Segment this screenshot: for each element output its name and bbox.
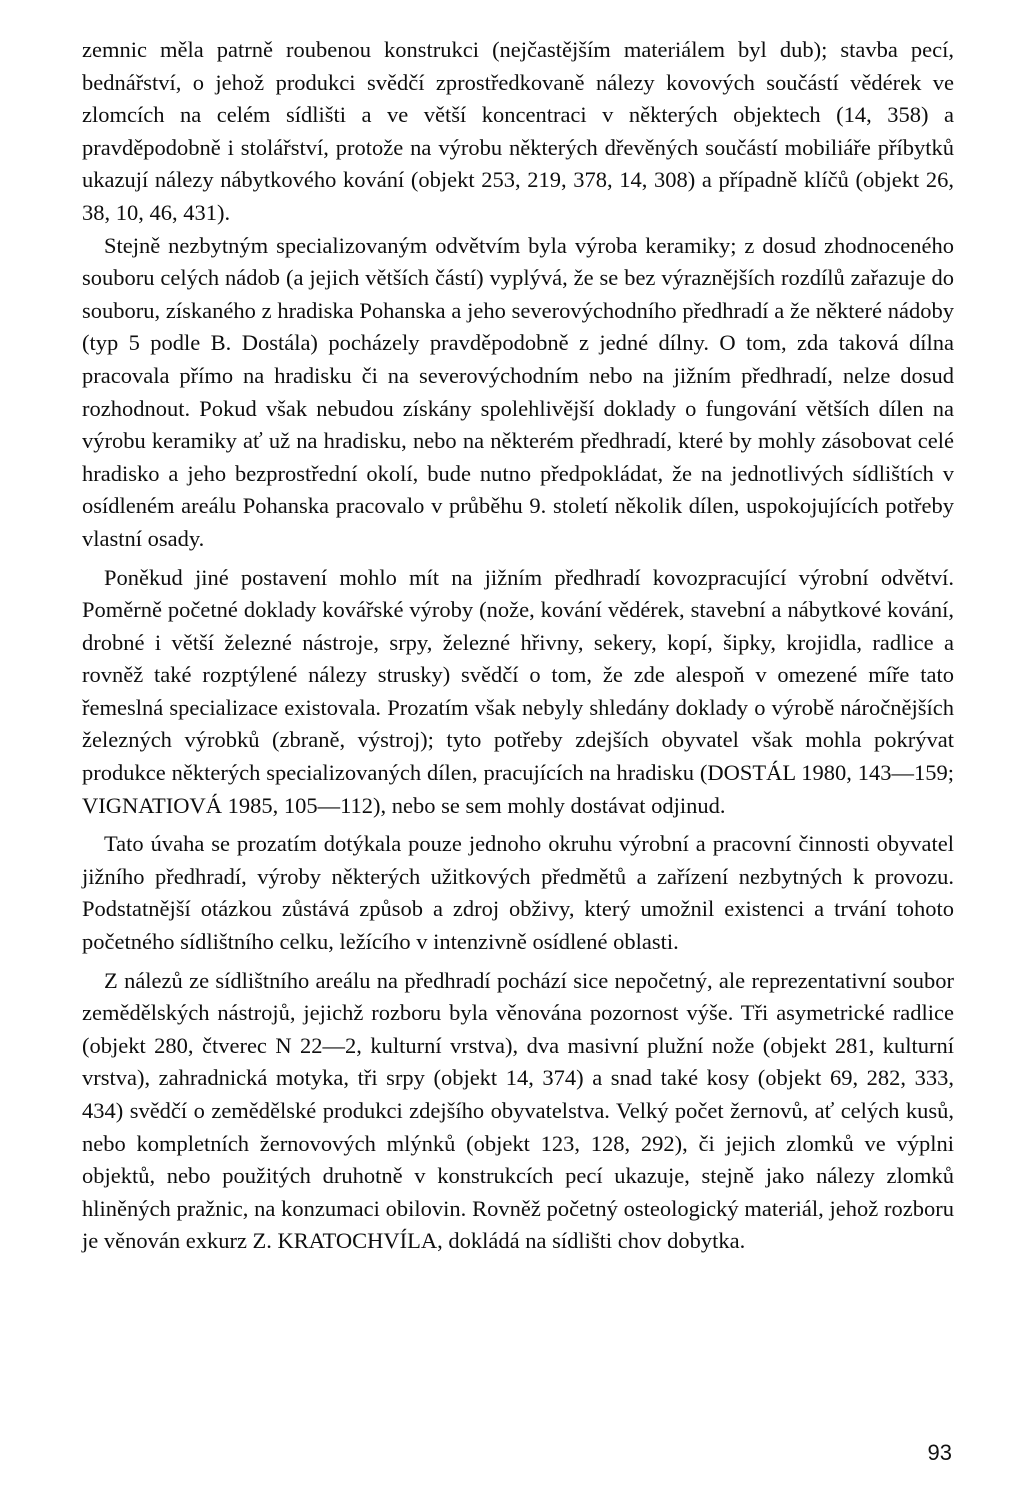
paragraph-agriculture: Z nálezů ze sídlištního areálu na předhradí pochází sice nepočetný, ale reprezentativní soubor zemědělských nástrojů, jejichž rozboru byla věnována pozornost výše. Tři asymetrické radlice (objekt 280, čtverec N 22—2, kulturní vrstva), dva masivní plužní nože (objekt 281, kulturní vrstva), zahradnická motyka, tři srpy (objekt 14, 374) a snad také kosy (objekt 69, 282, 333, 434) svědčí o zemědělské produkci zdejšího obyvatelstva. Velký počet žernovů, ať celých kusů, nebo kompletních žernovových mlýnků (objekt 123, 128, 292), či jejich zlomků ve výplni objektů, nebo použitých druhotně v konstrukcích pecí ukazuje, stejně jako nálezy zlomků hliněných pražnic, na konzumaci obilovin. Rovněž početný osteologický materiál, jehož rozboru je věnován exkurz Z. KRATOCHVÍLA, dokládá na sídlišti chov dobytka. (82, 967, 954, 1254)
page-number: 93 (927, 1440, 952, 1465)
paragraph-metalwork: Poněkud jiné postavení mohlo mít na jižním předhradí kovozpracující výrobní odvětví. Poměrně početné doklady kovářské výroby (nože, kování vědérek, stavební a nábytkové kování, drobné i větší železné nástroje, srpy, železné hřivny, sekery, kopí, šipky, krojidla, radlice a rovněž také rozptýlené nálezy strusky) svědčí o tom, že zde alespoň v omezené míře tato řemeslná specializace existovala. Prozatím však nebyly shledány doklady o výrobě náročnějších železných výrobků (zbraně, výstroj); tyto potřeby zdejších obyvatel však mohla pokrývat produkce některých specializovaných dílen, pracujících na hradisku (DOSTÁL 1980, 143—159; VIGNATIOVÁ 1985, 105—112), nebo se sem mohly dostávat odjinud. (82, 564, 954, 818)
body-text (82, 34, 954, 1258)
paragraph-ceramics: Stejně nezbytným specializovaným odvětvím byla výroba keramiky; z dosud zhodnoceného souboru celých nádob (a jejich větších částí) vyplývá, že se bez výraznějších rozdílů zařazuje do souboru, získaného z hradiska Pohanska a jeho severovýchodního předhradí a že některé nádoby (typ 5 podle B. Dostála) pocházely pravděpodobně z jedné dílny. O tom, zda taková dílna pracovala přímo na hradisku či na severovýchodním nebo na jižním předhradí, nelze dosud rozhodnout. Pokud však nebudou získány spolehlivější doklady o fungování větších dílen na výrobu keramiky ať už na hradisku, nebo na některém předhradí, které by mohly zásobovat celé hradisko a jeho bezprostřední okolí, bude nutno předpokládat, že na jednotlivých sídlištích v osídleném areálu Pohanska pracovalo v průběhu 9. století několik dílen, uspokojujících potřeby vlastní osady. (82, 232, 954, 551)
paragraph-continuation: zemnic měla patrně roubenou konstrukci (nejčastějším materiálem byl dub); stavba pecí, bednářství, o jehož produkci svědčí zprostředkovaně nálezy kovových součástí vědérek ve zlomcích na celém sídlišti a ve větší koncentraci v některých objektech (14, 358) a pravděpodobně i stolářství, protože na výrobu některých dřevěných součástí mobiliáře příbytků ukazují nálezy nábytkového kování (objekt 253, 219, 378, 14, 308) a případně klíčů (objekt 26, 38, 10, 46, 431). (82, 37, 954, 225)
paragraph-livelihood: Tato úvaha se prozatím dotýkala pouze jednoho okruhu výrobní a pracovní činnosti obyvatel jižního předhradí, výroby některých užitkových předmětů a zařízení nezbytných k provozu. Podstatnější otázkou zůstává způsob a zdroj obživy, který umožnil existenci a trvání tohoto početného sídlištního celku, ležícího v intenzivně osídlené oblasti. (82, 831, 954, 955)
